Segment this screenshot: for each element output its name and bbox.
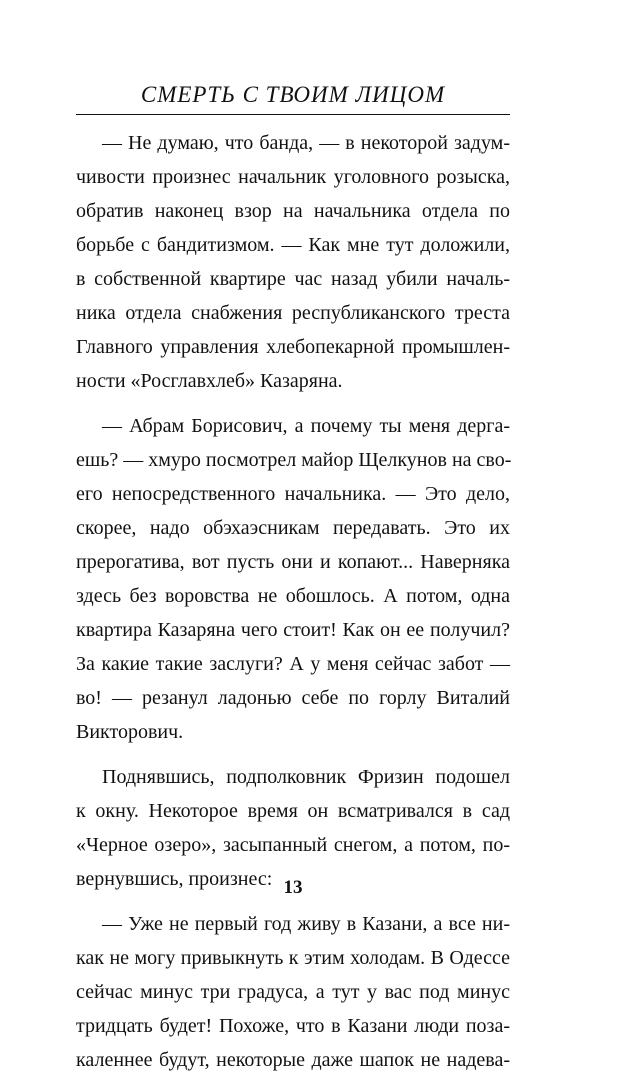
text-line: сейчас минус три градуса, а тут у вас под минус xyxy=(76,981,510,1003)
text-line: в собственной квартире час назад убили началь- xyxy=(76,268,510,290)
paragraph xyxy=(76,409,510,749)
text-line: — Уже не первый год живу в Казани, а все ни- xyxy=(102,913,510,935)
text-line: каленнее будут, некоторые даже шапок не надева- xyxy=(76,1049,510,1071)
text-line: прерогатива, вот пусть они и копают... Наверняка xyxy=(76,551,510,573)
body-text xyxy=(76,126,510,1088)
text-line: чивости произнес начальник уголовного розыска, xyxy=(76,166,510,188)
text-line: здесь без воровства не обошлось. А потом, одна xyxy=(76,585,510,607)
text-line: к окну. Некоторое время он всматривался в сад xyxy=(76,800,510,822)
text-line: как не могу привыкнуть к этим холодам. В Одессе xyxy=(76,947,510,969)
text-line: — Абрам Борисович, а почему ты меня дерга- xyxy=(102,415,510,437)
paragraph xyxy=(76,126,510,398)
running-head-title: СМЕРТЬ С ТВОИМ ЛИЦОМ xyxy=(140,82,446,107)
text-line: вернувшись, произнес: xyxy=(76,868,273,890)
text-line: его непосредственного начальника. — Это дело, xyxy=(76,483,510,505)
text-line: «Черное озеро», засыпанный снегом, а потом, по- xyxy=(76,834,510,856)
text-line: ника отдела снабжения республиканского треста xyxy=(76,302,510,324)
text-line: квартира Казаряна чего стоит! Как он ее получил? xyxy=(76,619,510,641)
text-line: — Не думаю, что банда, — в некоторой задум- xyxy=(102,132,510,154)
text-line: во! — резанул ладонью себе по горлу Виталий xyxy=(76,687,510,709)
text-line: скорее, надо обэхаэсникам передавать. Это их xyxy=(76,517,510,539)
paragraph xyxy=(76,907,510,1077)
text-line: ности «Росглавхлеб» Казаряна. xyxy=(76,370,343,392)
text-line: Викторович. xyxy=(76,721,184,743)
text-line: Главного управления хлебопекарной промышлен- xyxy=(76,336,510,358)
text-line: борьбе с бандитизмом. — Как мне тут доложили, xyxy=(76,234,510,256)
page-number: 13 xyxy=(283,877,303,898)
text-line: ешь? — хмуро посмотрел майор Щелкунов на сво- xyxy=(76,449,512,471)
text-line: обратив наконец взор на начальника отдела по xyxy=(76,200,510,222)
text-line: тридцать будет! Похоже, что в Казани люди поза- xyxy=(76,1015,510,1037)
header-rule xyxy=(76,114,510,115)
text-line: Поднявшись, подполковник Фризин подошел xyxy=(102,766,510,788)
text-line: За какие такие заслуги? А у меня сейчас забот — xyxy=(76,653,510,675)
